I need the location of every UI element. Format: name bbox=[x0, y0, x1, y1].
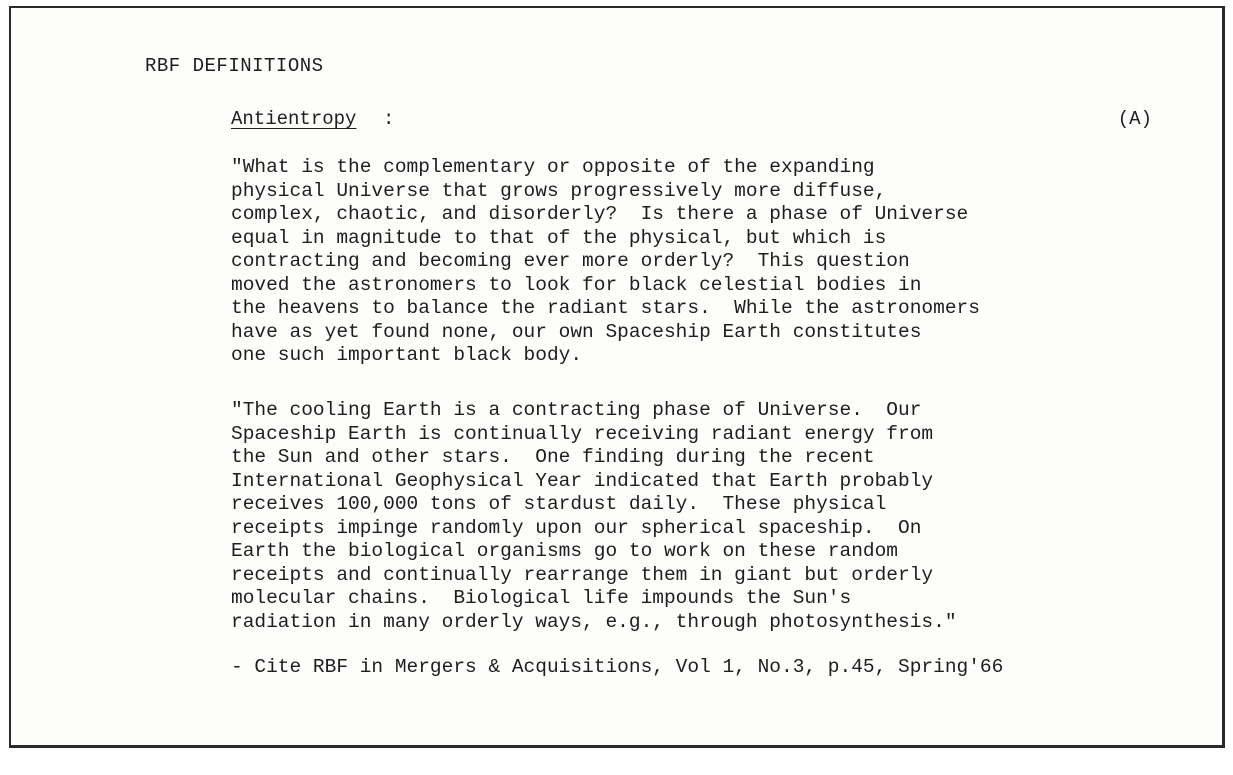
category-label: (A) bbox=[1117, 108, 1152, 130]
text-line: have as yet found none, our own Spaceship Earth constitutes bbox=[231, 320, 922, 343]
text-line: one such important black body. bbox=[231, 344, 583, 366]
text-line: receipts impinge randomly upon our spherical spaceship. On bbox=[231, 516, 922, 539]
term-colon: : bbox=[383, 108, 395, 130]
text-line: physical Universe that grows progressively more diffuse, bbox=[231, 179, 887, 202]
text-line: receives 100,000 tons of stardust daily. These physical bbox=[231, 493, 887, 515]
text-line: "The cooling Earth is a contracting phase of Universe. Our bbox=[231, 399, 922, 421]
term-row bbox=[231, 108, 1152, 134]
term-title: Antientropy bbox=[231, 108, 357, 130]
citation: - Cite RBF in Mergers & Acquisitions, Vol 1, No.3, p.45, Spring'66 bbox=[231, 656, 1004, 678]
text-line: molecular chains. Biological life impounds the Sun's bbox=[231, 587, 852, 609]
text-line: International Geophysical Year indicated that Earth probably bbox=[231, 469, 934, 492]
text-line: contracting and becoming ever more orderly? This question bbox=[231, 250, 910, 272]
text-line: moved the astronomers to look for black celestial bodies in bbox=[231, 273, 922, 296]
quote-paragraph-2 bbox=[231, 399, 1171, 634]
text-line: "What is the complementary or opposite of the expanding bbox=[231, 156, 875, 178]
text-line: equal in magnitude to that of the physical, but which is bbox=[231, 226, 887, 249]
quote-paragraph-1 bbox=[231, 156, 1171, 368]
text-line: complex, chaotic, and disorderly? Is there a phase of Universe bbox=[231, 203, 969, 225]
text-line: receipts and continually rearrange them in giant but orderly bbox=[231, 563, 934, 586]
text-line: radiation in many orderly ways, e.g., through photosynthesis." bbox=[231, 610, 957, 633]
text-line: the Sun and other stars. One finding during the recent bbox=[231, 446, 875, 468]
text-line: Earth the biological organisms go to work on these random bbox=[231, 540, 899, 562]
section-title: RBF DEFINITIONS bbox=[145, 55, 324, 77]
definition-card bbox=[9, 6, 1225, 748]
text-line: the heavens to balance the radiant stars. While the astronomers bbox=[231, 297, 980, 319]
text-line: Spaceship Earth is continually receiving radiant energy from bbox=[231, 422, 934, 445]
